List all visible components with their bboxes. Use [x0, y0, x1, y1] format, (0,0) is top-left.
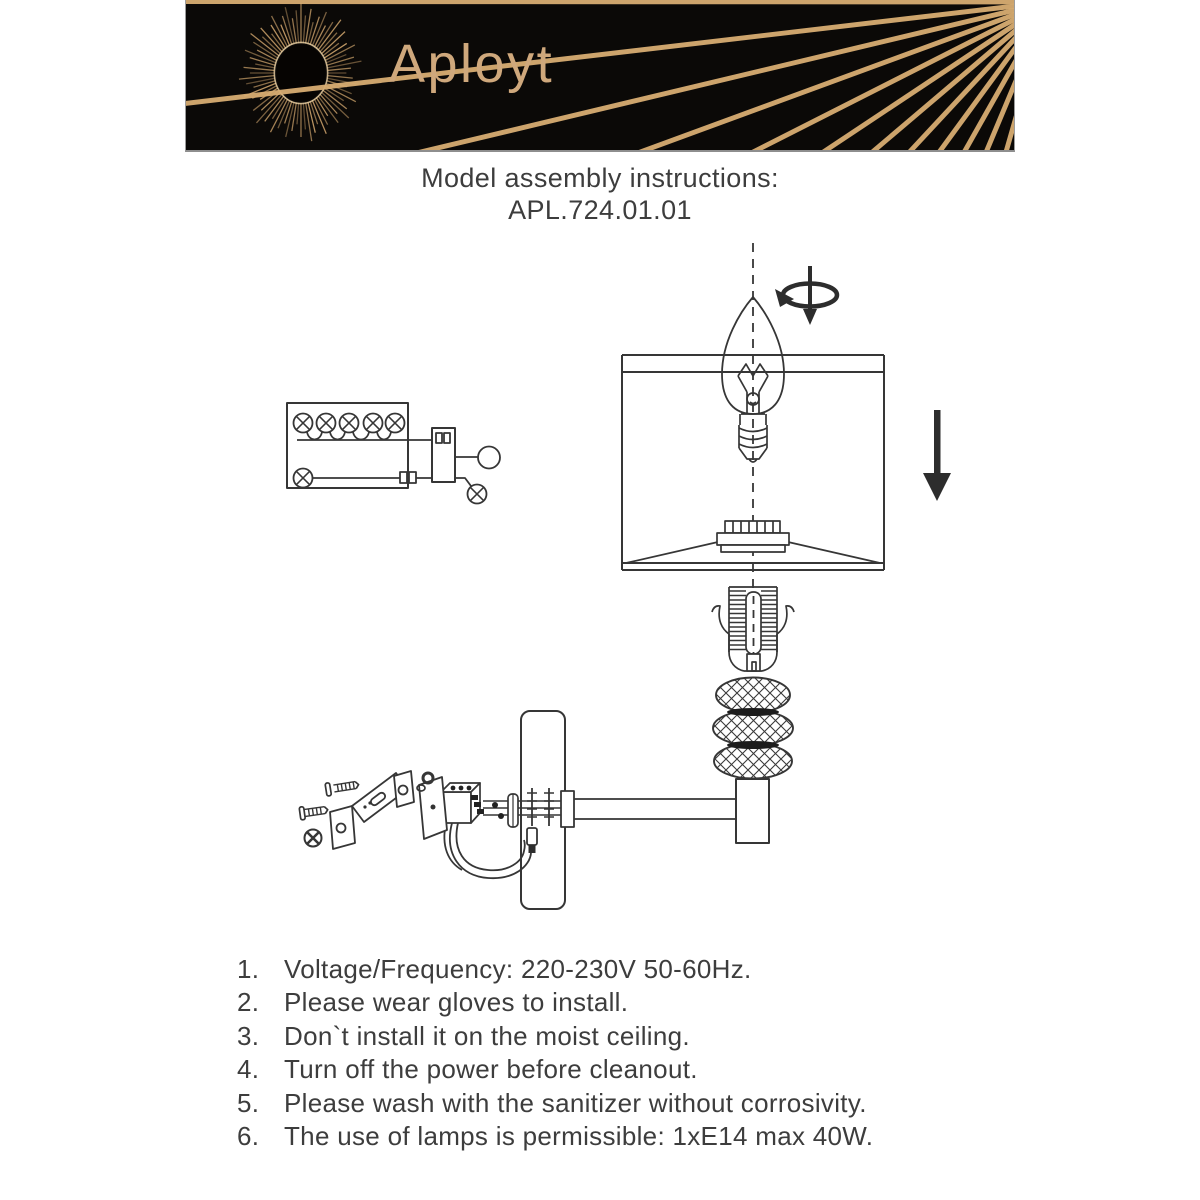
instruction-text: Please wash with the sanitizer without corrosivity.	[284, 1087, 867, 1118]
instruction-number: 3.	[237, 1020, 260, 1051]
rotation-arrow-icon	[775, 266, 837, 325]
instructions-list	[237, 953, 873, 1153]
mounting-bracket	[330, 771, 414, 849]
instruction-text: Don`t install it on the moist ceiling.	[284, 1020, 690, 1051]
wiring-schematic	[287, 403, 500, 504]
crystal-rings	[713, 678, 793, 779]
instruction-number: 1.	[237, 954, 260, 984]
phillips-screw-icon	[305, 830, 322, 847]
terminal-block	[441, 783, 504, 823]
lamp-socket	[712, 587, 794, 671]
model-number: APL.724.01.01	[508, 195, 692, 225]
wall-plate	[521, 711, 565, 909]
instruction-text: Please wear gloves to install.	[284, 987, 629, 1018]
instruction-item	[237, 1120, 873, 1153]
instruction-item	[237, 1053, 873, 1086]
wall-arm	[561, 791, 736, 827]
down-arrow-icon	[923, 410, 951, 501]
instruction-number: 6.	[237, 1121, 260, 1152]
instruction-number: 5.	[237, 1087, 260, 1118]
instruction-item	[237, 986, 873, 1019]
instruction-number: 4.	[237, 1054, 260, 1085]
shade-socket-cap	[717, 521, 789, 552]
instruction-item	[237, 953, 873, 986]
brand-logo-text: Aployt	[389, 34, 555, 94]
wall-arm-stem	[736, 779, 769, 843]
instruction-text: Voltage/Frequency: 220-230V 50-60Hz.	[284, 954, 752, 984]
instruction-number: 2.	[237, 987, 260, 1018]
instruction-text: The use of lamps is permissible: 1xE14 max 40W.	[284, 1121, 874, 1152]
instruction-item	[237, 1020, 873, 1053]
instruction-text: Turn off the power before cleanout.	[284, 1054, 698, 1085]
instruction-item	[237, 1087, 873, 1120]
page-title: Model assembly instructions:	[421, 163, 779, 193]
mounting-plate	[417, 773, 447, 839]
